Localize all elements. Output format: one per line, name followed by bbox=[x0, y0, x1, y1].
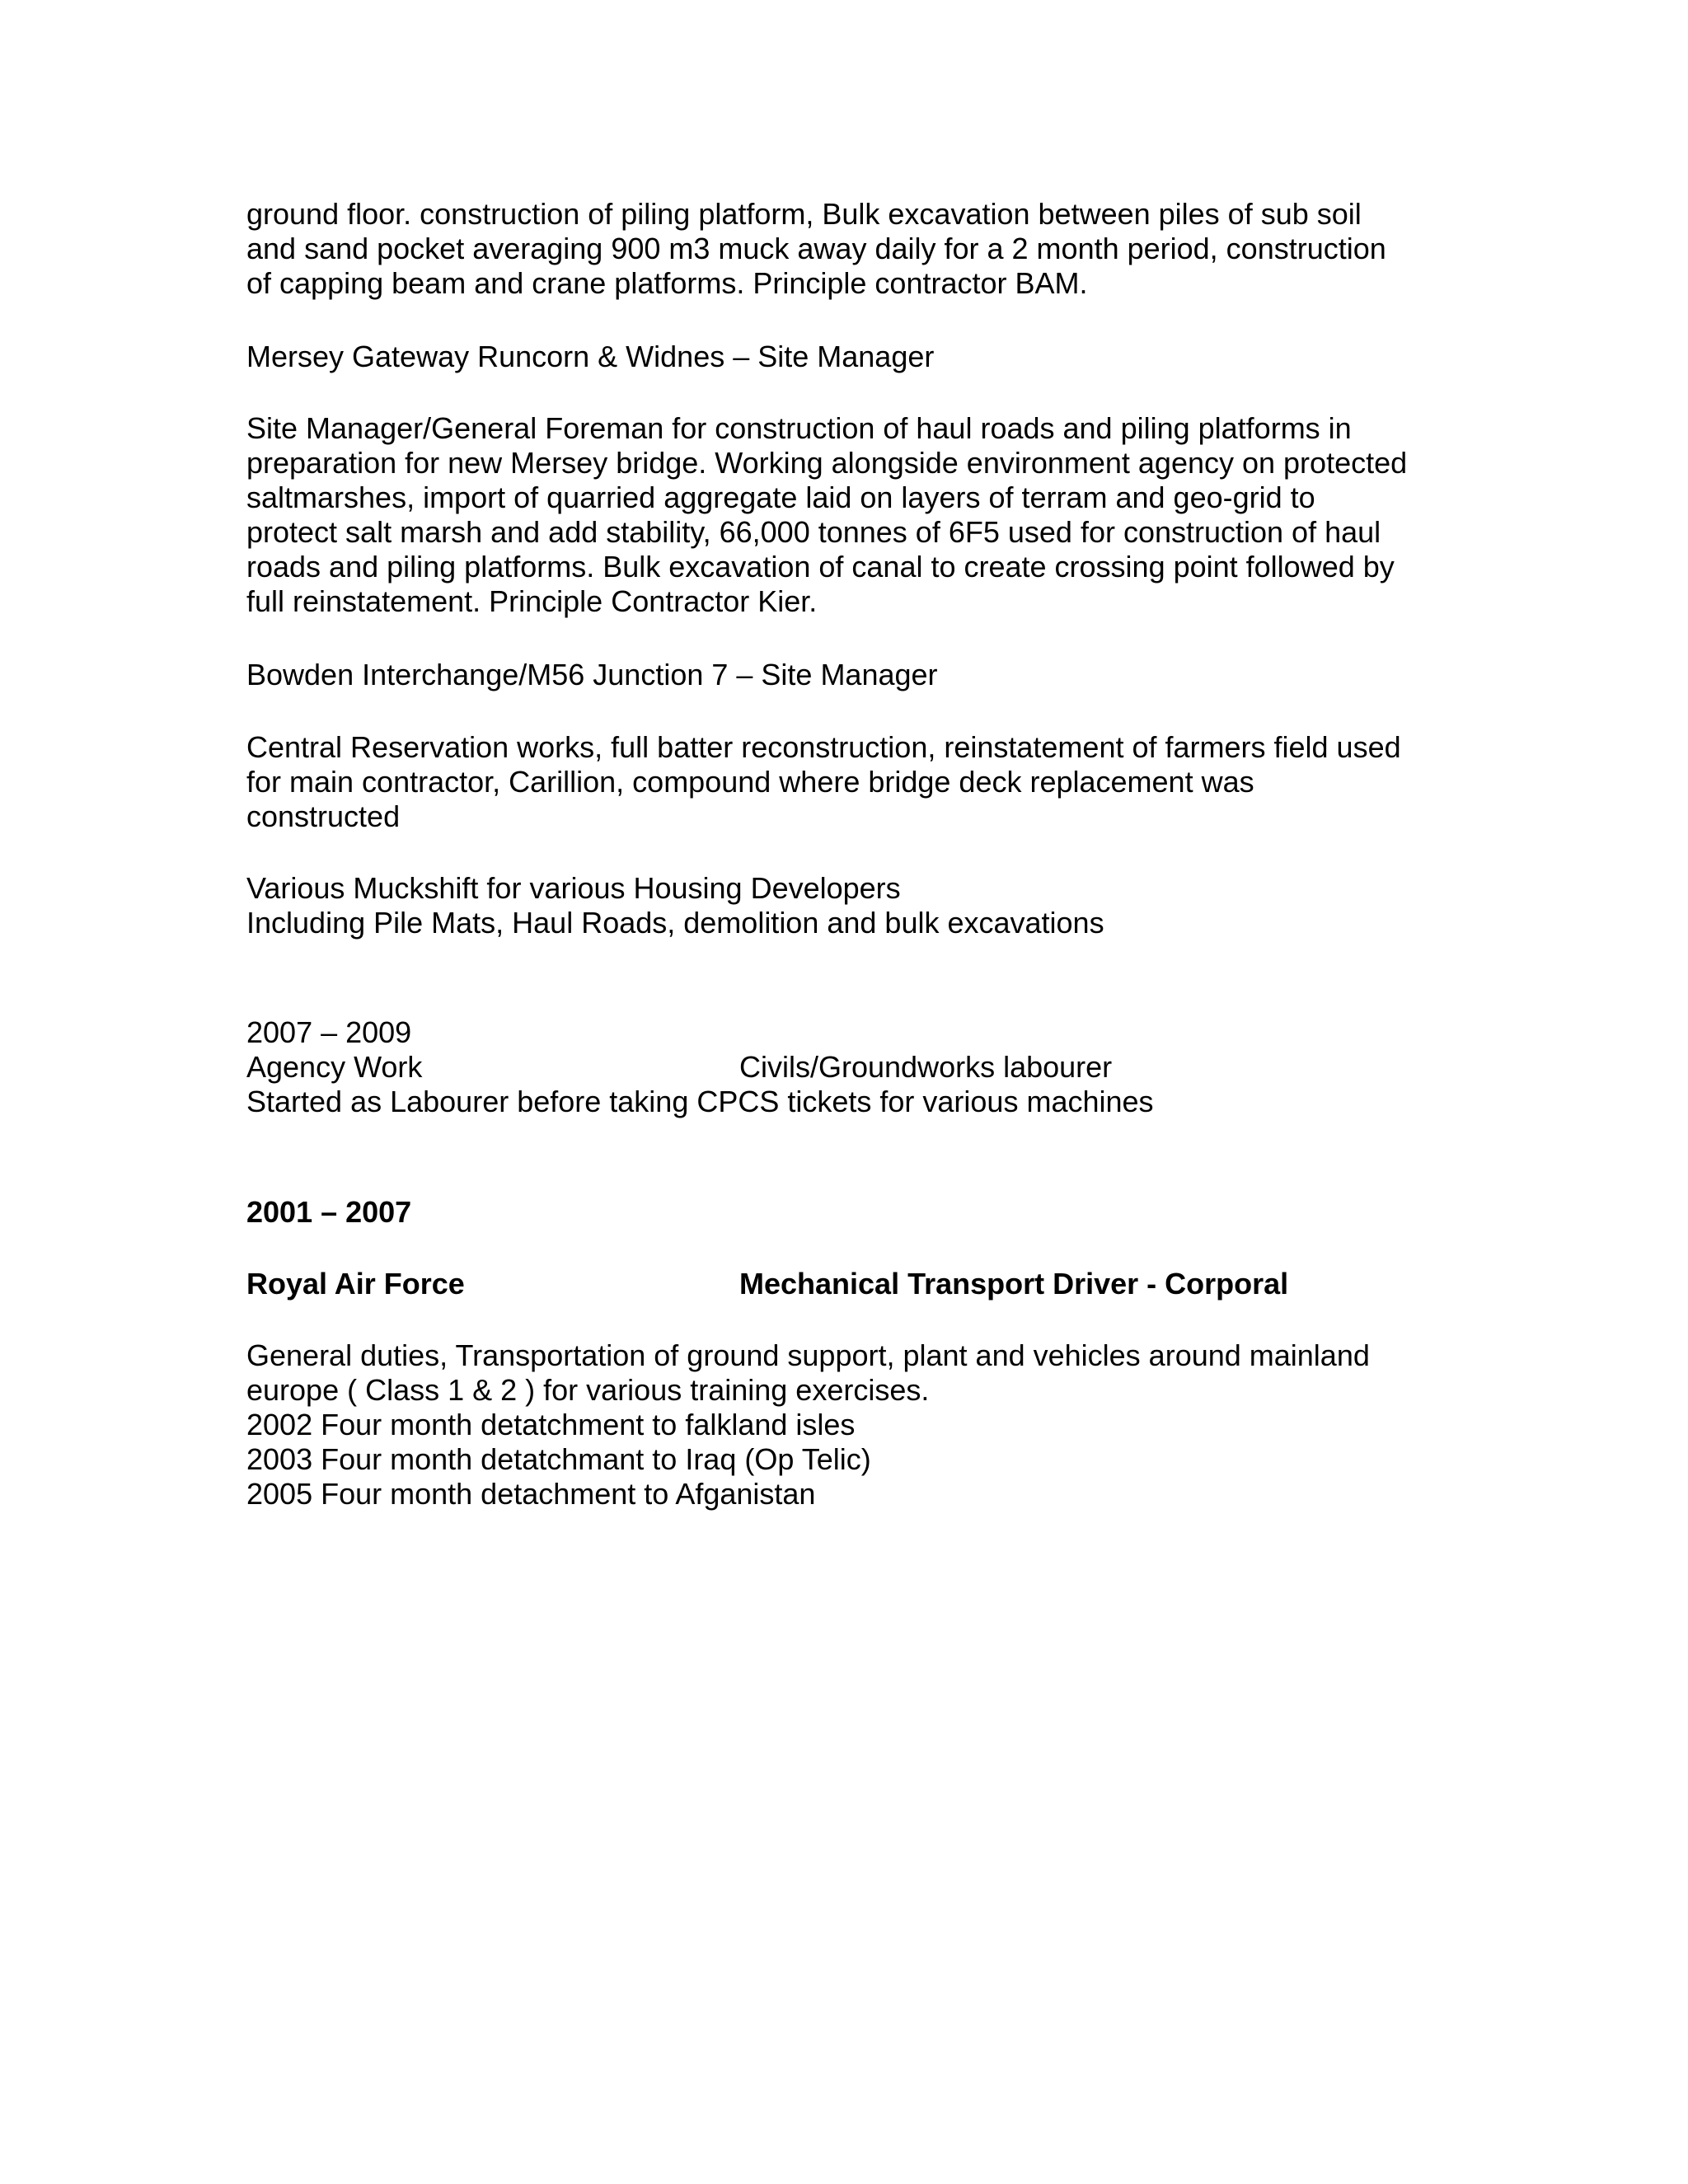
mersey-heading bbox=[246, 340, 1450, 374]
intro-line: of capping beam and crane platforms. Principle contractor BAM. bbox=[246, 266, 1088, 300]
raf-line: General duties, Transportation of ground support, plant and vehicles around mainland bbox=[246, 1338, 1370, 1372]
muckshift-line: Various Muckshift for various Housing Developers bbox=[246, 871, 901, 905]
raf-line: 2005 Four month detachment to Afganistan bbox=[246, 1477, 816, 1511]
agency-description-text: Started as Labourer before taking CPCS tickets for various machines bbox=[246, 1085, 1154, 1118]
muckshift-line: Including Pile Mats, Haul Roads, demolition and bulk excavations bbox=[246, 906, 1104, 940]
agency-description bbox=[246, 1085, 1450, 1119]
mersey-line: protect salt marsh and add stability, 66,000 tonnes of 6F5 used for construction of haul bbox=[246, 515, 1381, 549]
bowden-heading-text: Bowden Interchange/M56 Junction 7 – Site Manager bbox=[246, 658, 938, 691]
muckshift-paragraph bbox=[246, 871, 1450, 940]
bowden-heading bbox=[246, 658, 1450, 692]
raf-role-row bbox=[246, 1267, 1450, 1301]
agency-employer: Agency Work bbox=[246, 1050, 423, 1084]
bowden-line: Central Reservation works, full batter reconstruction, reinstatement of farmers field used bbox=[246, 730, 1401, 764]
mersey-paragraph bbox=[246, 411, 1450, 619]
raf-years bbox=[246, 1195, 1450, 1230]
agency-role: Civils/Groundworks labourer bbox=[739, 1050, 1113, 1084]
agency-years-text: 2007 – 2009 bbox=[246, 1015, 412, 1049]
mersey-line: roads and piling platforms. Bulk excavation of canal to create crossing point followed by bbox=[246, 550, 1395, 583]
raf-line: 2002 Four month detatchment to falkland isles bbox=[246, 1408, 856, 1441]
bowden-line: for main contractor, Carillion, compound where bridge deck replacement was bbox=[246, 765, 1254, 799]
mersey-heading-text: Mersey Gateway Runcorn & Widnes – Site Manager bbox=[246, 340, 935, 373]
raf-line: 2003 Four month detatchmant to Iraq (Op Telic) bbox=[246, 1442, 871, 1476]
raf-role: Mechanical Transport Driver - Corporal bbox=[739, 1267, 1289, 1301]
bowden-line: constructed bbox=[246, 799, 401, 833]
intro-line: and sand pocket averaging 900 m3 muck away daily for a 2 month period, construction bbox=[246, 232, 1386, 265]
mersey-line: Site Manager/General Foreman for construction of haul roads and piling platforms in bbox=[246, 411, 1352, 445]
agency-years bbox=[246, 1015, 1450, 1050]
mersey-line: preparation for new Mersey bridge. Working alongside environment agency on protected bbox=[246, 446, 1408, 480]
raf-line: europe ( Class 1 & 2 ) for various training exercises. bbox=[246, 1373, 930, 1407]
raf-employer: Royal Air Force bbox=[246, 1267, 465, 1301]
raf-paragraph bbox=[246, 1338, 1450, 1511]
intro-paragraph bbox=[246, 197, 1450, 301]
mersey-line: saltmarshes, import of quarried aggregate laid on layers of terram and geo-grid to bbox=[246, 480, 1315, 514]
intro-line: ground floor. construction of piling platform, Bulk excavation between piles of sub soil bbox=[246, 197, 1362, 231]
agency-role-row bbox=[246, 1050, 1450, 1085]
raf-years-text: 2001 – 2007 bbox=[246, 1195, 412, 1229]
mersey-line: full reinstatement. Principle Contractor Kier. bbox=[246, 584, 818, 618]
bowden-paragraph bbox=[246, 730, 1450, 834]
